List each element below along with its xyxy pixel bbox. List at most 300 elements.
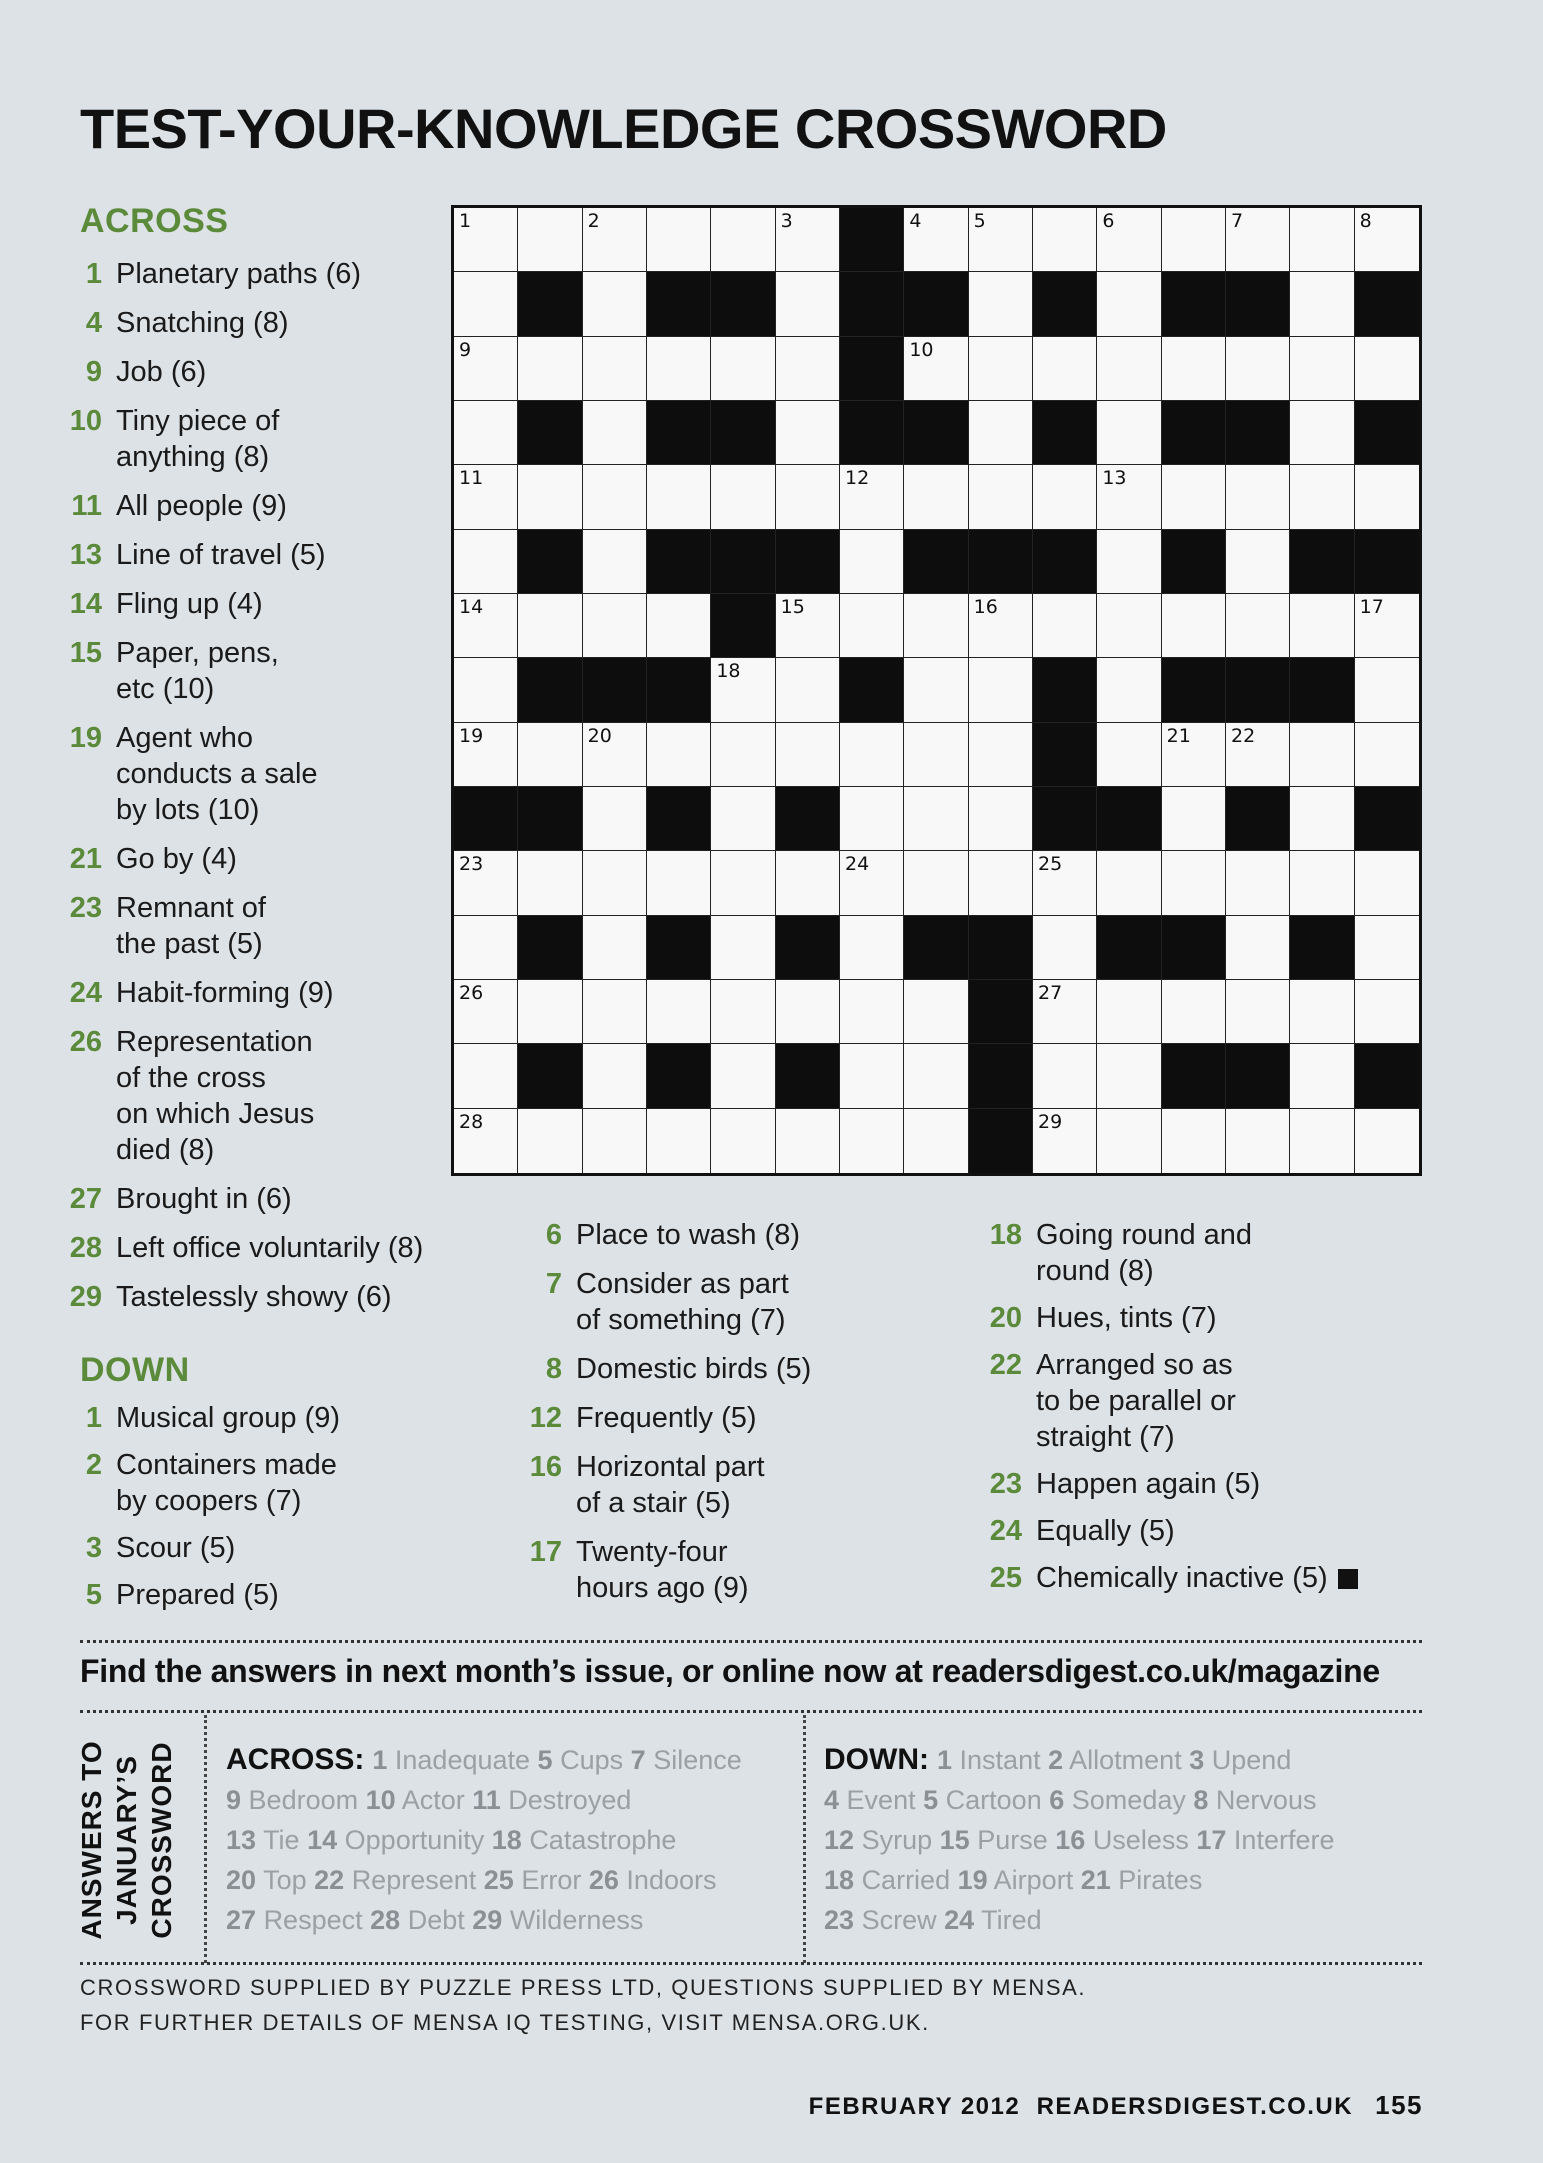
answer-number: 9	[226, 1785, 242, 1815]
grid-answer-cell[interactable]	[1290, 465, 1354, 529]
answer-number: 21	[1080, 1865, 1111, 1895]
grid-answer-cell[interactable]	[1097, 658, 1161, 722]
grid-answer-cell[interactable]	[1290, 1044, 1354, 1108]
clue-item	[58, 720, 498, 828]
grid-answer-cell[interactable]	[454, 658, 518, 722]
grid-answer-cell[interactable]	[840, 787, 904, 851]
answer-number: 13	[226, 1825, 257, 1855]
grid-answer-cell[interactable]	[840, 530, 904, 594]
down-clue-list-col2	[518, 1217, 938, 1619]
clue-text: Musical group (9)	[116, 1402, 341, 1434]
grid-answer-cell[interactable]	[840, 465, 904, 529]
grid-block-cell	[1355, 530, 1419, 594]
answer-word: Top	[263, 1865, 307, 1895]
grid-answer-cell[interactable]	[1033, 1109, 1097, 1173]
grid-block-cell	[1355, 1044, 1419, 1108]
clue-text: Habit-forming (9)	[116, 977, 334, 1009]
grid-answer-cell[interactable]	[518, 851, 582, 915]
grid-answer-cell[interactable]	[1162, 1109, 1226, 1173]
clue-number: 24	[989, 1515, 1022, 1547]
grid-answer-cell[interactable]	[776, 594, 840, 658]
grid-answer-cell[interactable]	[711, 465, 775, 529]
answer-line	[226, 1900, 742, 1940]
clue-number: 3	[85, 1532, 102, 1564]
grid-answer-cell[interactable]	[1162, 465, 1226, 529]
grid-answer-cell[interactable]	[711, 1109, 775, 1173]
grid-answer-cell[interactable]	[454, 980, 518, 1044]
grid-answer-cell[interactable]	[711, 787, 775, 851]
answer-word: Event	[846, 1785, 916, 1815]
grid-answer-cell[interactable]	[969, 787, 1033, 851]
grid-answer-cell[interactable]	[647, 723, 711, 787]
grid-answer-cell[interactable]	[1290, 337, 1354, 401]
answer-line	[226, 1780, 742, 1820]
clue-number: 1	[85, 258, 102, 290]
clue-text: Twenty-four hours ago (9)	[576, 1536, 749, 1604]
cell-number: 29	[1038, 1110, 1063, 1133]
grid-block-cell	[1097, 787, 1161, 851]
answers-divider-center	[803, 1715, 806, 1963]
grid-answer-cell[interactable]	[711, 337, 775, 401]
grid-answer-cell[interactable]	[454, 851, 518, 915]
grid-answer-cell[interactable]	[1290, 208, 1354, 272]
grid-answer-cell[interactable]	[583, 530, 647, 594]
grid-answer-cell[interactable]	[583, 1109, 647, 1173]
clue-item	[978, 1513, 1418, 1549]
grid-answer-cell[interactable]	[1033, 1044, 1097, 1108]
grid-answer-cell[interactable]	[1097, 272, 1161, 336]
grid-answer-cell[interactable]	[454, 1044, 518, 1108]
grid-answer-cell[interactable]	[1162, 337, 1226, 401]
grid-block-cell	[1355, 787, 1419, 851]
grid-answer-cell[interactable]	[454, 723, 518, 787]
clue-number: 26	[69, 1026, 102, 1058]
grid-answer-cell[interactable]	[969, 723, 1033, 787]
grid-answer-cell[interactable]	[904, 1044, 968, 1108]
grid-block-cell	[1033, 658, 1097, 722]
grid-answer-cell[interactable]	[583, 1044, 647, 1108]
grid-answer-cell[interactable]	[1355, 337, 1419, 401]
clue-text: Remnant of the past (5)	[116, 892, 266, 960]
grid-answer-cell[interactable]	[1355, 723, 1419, 787]
grid-answer-cell[interactable]	[647, 594, 711, 658]
clue-text: Line of travel (5)	[116, 539, 326, 571]
clue-text: Brought in (6)	[116, 1183, 292, 1215]
answer-number: 5	[923, 1785, 939, 1815]
answer-word: Destroyed	[508, 1785, 632, 1815]
grid-answer-cell[interactable]	[518, 594, 582, 658]
grid-answer-cell[interactable]	[1033, 594, 1097, 658]
grid-answer-cell[interactable]	[518, 1109, 582, 1173]
grid-answer-cell[interactable]	[1097, 723, 1161, 787]
grid-answer-cell[interactable]	[454, 916, 518, 980]
answer-word: Opportunity	[344, 1825, 485, 1855]
previous-answers-down	[824, 1740, 1334, 1940]
grid-answer-cell[interactable]	[711, 980, 775, 1044]
grid-answer-cell[interactable]	[647, 465, 711, 529]
grid-block-cell	[1290, 916, 1354, 980]
grid-answer-cell[interactable]	[776, 208, 840, 272]
grid-block-cell	[1162, 272, 1226, 336]
grid-answer-cell[interactable]	[1355, 851, 1419, 915]
grid-answer-cell[interactable]	[904, 1109, 968, 1173]
grid-answer-cell[interactable]	[969, 337, 1033, 401]
grid-answer-cell[interactable]	[647, 851, 711, 915]
grid-answer-cell[interactable]	[904, 337, 968, 401]
grid-answer-cell[interactable]	[1290, 851, 1354, 915]
clue-item	[58, 1447, 458, 1519]
grid-answer-cell[interactable]	[583, 980, 647, 1044]
grid-answer-cell[interactable]	[1226, 851, 1290, 915]
grid-block-cell	[969, 1044, 1033, 1108]
clue-number: 19	[69, 722, 102, 754]
grid-answer-cell[interactable]	[1162, 594, 1226, 658]
grid-answer-cell[interactable]	[1355, 594, 1419, 658]
grid-answer-cell[interactable]	[1097, 401, 1161, 465]
grid-answer-cell[interactable]	[1226, 594, 1290, 658]
grid-block-cell	[1162, 658, 1226, 722]
grid-block-cell	[840, 208, 904, 272]
grid-answer-cell[interactable]	[711, 658, 775, 722]
clue-number: 9	[85, 356, 102, 388]
answer-number: 8	[1193, 1785, 1209, 1815]
grid-answer-cell[interactable]	[518, 465, 582, 529]
cell-number: 20	[587, 724, 612, 747]
grid-answer-cell[interactable]	[840, 1044, 904, 1108]
grid-answer-cell[interactable]	[904, 465, 968, 529]
divider-bottom	[80, 1962, 1422, 1965]
grid-answer-cell[interactable]	[518, 723, 582, 787]
grid-answer-cell[interactable]	[1162, 851, 1226, 915]
grid-answer-cell[interactable]	[1097, 337, 1161, 401]
clue-number: 15	[69, 637, 102, 669]
cell-number: 18	[716, 660, 741, 683]
clue-number: 28	[69, 1232, 102, 1264]
grid-answer-cell[interactable]	[1226, 465, 1290, 529]
grid-answer-cell[interactable]	[1097, 1109, 1161, 1173]
grid-answer-cell[interactable]	[776, 658, 840, 722]
grid-answer-cell[interactable]	[776, 723, 840, 787]
grid-answer-cell[interactable]	[583, 401, 647, 465]
grid-answer-cell[interactable]	[969, 658, 1033, 722]
grid-answer-cell[interactable]	[1226, 723, 1290, 787]
grid-answer-cell[interactable]	[1355, 1109, 1419, 1173]
clue-item	[518, 1400, 938, 1436]
grid-answer-cell[interactable]	[1162, 787, 1226, 851]
clue-item	[978, 1560, 1418, 1596]
grid-answer-cell[interactable]	[1226, 1109, 1290, 1173]
grid-block-cell	[647, 1044, 711, 1108]
answer-number: 6	[1049, 1785, 1065, 1815]
grid-block-cell	[776, 1044, 840, 1108]
clue-item	[58, 403, 498, 475]
grid-answer-cell[interactable]	[454, 465, 518, 529]
grid-answer-cell[interactable]	[583, 594, 647, 658]
grid-block-cell	[969, 916, 1033, 980]
grid-answer-cell[interactable]	[1290, 787, 1354, 851]
across-clue-list	[58, 256, 498, 1328]
grid-answer-cell[interactable]	[583, 465, 647, 529]
cell-number: 11	[459, 467, 484, 490]
cell-number: 28	[459, 1110, 484, 1133]
grid-answer-cell[interactable]	[1162, 723, 1226, 787]
grid-answer-cell[interactable]	[1290, 980, 1354, 1044]
answer-number: 4	[824, 1785, 840, 1815]
grid-block-cell	[1033, 272, 1097, 336]
clue-number: 16	[529, 1451, 562, 1483]
clue-number: 5	[85, 1579, 102, 1611]
cell-number: 3	[780, 210, 793, 232]
clue-number: 4	[85, 307, 102, 339]
previous-answers-across	[226, 1740, 742, 1940]
cell-number: 10	[909, 338, 934, 361]
grid-answer-cell[interactable]	[1033, 916, 1097, 980]
answer-word: Airport	[993, 1865, 1074, 1895]
grid-answer-cell[interactable]	[840, 851, 904, 915]
grid-answer-cell[interactable]	[969, 594, 1033, 658]
grid-answer-cell[interactable]	[969, 208, 1033, 272]
cell-number: 2	[587, 210, 600, 232]
grid-answer-cell[interactable]	[904, 851, 968, 915]
grid-answer-cell[interactable]	[1355, 208, 1419, 272]
grid-answer-cell[interactable]	[1290, 1109, 1354, 1173]
grid-answer-cell[interactable]	[969, 465, 1033, 529]
grid-answer-cell[interactable]	[1097, 594, 1161, 658]
answer-word: Screw	[861, 1905, 937, 1935]
grid-block-cell	[904, 530, 968, 594]
answer-word: Carried	[861, 1865, 951, 1895]
down-clue-list-col3	[978, 1217, 1418, 1607]
clue-number: 10	[69, 405, 102, 437]
clue-number: 14	[69, 588, 102, 620]
clue-text: Scour (5)	[116, 1532, 236, 1564]
grid-answer-cell[interactable]	[1097, 851, 1161, 915]
grid-answer-cell[interactable]	[1033, 208, 1097, 272]
grid-block-cell	[904, 916, 968, 980]
grid-answer-cell[interactable]	[776, 851, 840, 915]
grid-answer-cell[interactable]	[1226, 337, 1290, 401]
grid-answer-cell[interactable]	[583, 723, 647, 787]
clue-item	[58, 1230, 498, 1266]
grid-answer-cell[interactable]	[776, 980, 840, 1044]
grid-answer-cell[interactable]	[1290, 594, 1354, 658]
answers-label-line3: CROSSWORD	[146, 1741, 177, 1939]
grid-answer-cell[interactable]	[518, 337, 582, 401]
clue-item	[978, 1347, 1418, 1455]
grid-answer-cell[interactable]	[776, 465, 840, 529]
answers-to-januarys-crossword-label	[74, 1740, 186, 1940]
grid-answer-cell[interactable]	[711, 916, 775, 980]
answers-label-line1: ANSWERS TO	[76, 1740, 107, 1940]
grid-answer-cell[interactable]	[1033, 980, 1097, 1044]
credits-line2: FOR FURTHER DETAILS OF MENSA IQ TESTING, VISIT MENSA.ORG.UK.	[80, 2010, 930, 2035]
grid-answer-cell[interactable]	[1097, 465, 1161, 529]
clue-number: 23	[989, 1468, 1022, 1500]
grid-answer-cell[interactable]	[840, 1109, 904, 1173]
grid-block-cell	[776, 787, 840, 851]
grid-answer-cell[interactable]	[969, 851, 1033, 915]
grid-answer-cell[interactable]	[904, 723, 968, 787]
grid-answer-cell[interactable]	[711, 723, 775, 787]
answer-number: 15	[939, 1825, 970, 1855]
grid-block-cell	[711, 272, 775, 336]
grid-answer-cell[interactable]	[904, 787, 968, 851]
grid-block-cell	[1162, 530, 1226, 594]
grid-answer-cell[interactable]	[1226, 980, 1290, 1044]
grid-block-cell	[969, 980, 1033, 1044]
answer-word: Error	[521, 1865, 582, 1895]
grid-answer-cell[interactable]	[454, 530, 518, 594]
grid-answer-cell[interactable]	[454, 594, 518, 658]
grid-answer-cell[interactable]	[904, 208, 968, 272]
answer-word: Represent	[351, 1865, 477, 1895]
grid-answer-cell[interactable]	[583, 272, 647, 336]
grid-answer-cell[interactable]	[1097, 530, 1161, 594]
grid-answer-cell[interactable]	[583, 916, 647, 980]
cell-number: 9	[459, 338, 472, 361]
answer-word: Useless	[1092, 1825, 1189, 1855]
answer-number: 20	[226, 1865, 257, 1895]
grid-answer-cell[interactable]	[711, 851, 775, 915]
answer-word: Cups	[560, 1745, 624, 1775]
grid-answer-cell[interactable]	[904, 658, 968, 722]
grid-answer-cell[interactable]	[1355, 465, 1419, 529]
grid-answer-cell[interactable]	[454, 1109, 518, 1173]
grid-block-cell	[518, 272, 582, 336]
answers-label-line2: JANUARY’S	[111, 1755, 142, 1925]
grid-answer-cell[interactable]	[1162, 980, 1226, 1044]
grid-block-cell	[518, 530, 582, 594]
grid-answer-cell[interactable]	[969, 272, 1033, 336]
grid-answer-cell[interactable]	[904, 980, 968, 1044]
grid-block-cell	[454, 787, 518, 851]
grid-answer-cell[interactable]	[969, 401, 1033, 465]
grid-answer-cell[interactable]	[776, 401, 840, 465]
clue-number: 22	[989, 1349, 1022, 1381]
grid-answer-cell[interactable]	[1355, 980, 1419, 1044]
grid-block-cell	[647, 787, 711, 851]
clue-text: Left office voluntarily (8)	[116, 1232, 424, 1264]
cell-number: 6	[1102, 210, 1115, 232]
answer-number: 2	[1048, 1745, 1064, 1775]
clue-number: 12	[529, 1402, 562, 1434]
grid-block-cell	[840, 658, 904, 722]
grid-answer-cell[interactable]	[647, 337, 711, 401]
answer-number: 12	[824, 1825, 855, 1855]
cell-number: 16	[973, 596, 998, 618]
grid-answer-cell[interactable]	[711, 208, 775, 272]
grid-answer-cell[interactable]	[1290, 401, 1354, 465]
grid-answer-cell[interactable]	[1226, 530, 1290, 594]
clue-item	[58, 1577, 458, 1613]
cell-number: 5	[973, 210, 986, 232]
cell-number: 1	[459, 210, 472, 232]
grid-block-cell	[776, 530, 840, 594]
answer-word: Debt	[407, 1905, 465, 1935]
answer-word: Inadequate	[394, 1745, 531, 1775]
grid-answer-cell[interactable]	[776, 1109, 840, 1173]
clue-text: Happen again (5)	[1036, 1468, 1261, 1500]
grid-answer-cell[interactable]	[904, 594, 968, 658]
grid-answer-cell[interactable]	[1097, 1044, 1161, 1108]
answer-word: Syrup	[861, 1825, 933, 1855]
grid-answer-cell[interactable]	[454, 337, 518, 401]
grid-answer-cell[interactable]	[583, 787, 647, 851]
grid-answer-cell[interactable]	[1226, 916, 1290, 980]
grid-answer-cell[interactable]	[583, 337, 647, 401]
grid-answer-cell[interactable]	[1355, 916, 1419, 980]
clue-text: Going round and round (8)	[1036, 1219, 1253, 1287]
clue-item	[978, 1466, 1418, 1502]
clue-text: Hues, tints (7)	[1036, 1302, 1217, 1334]
clue-text: Snatching (8)	[116, 307, 289, 339]
page-number: 155	[1375, 2090, 1423, 2120]
answer-word: Instant	[959, 1745, 1041, 1775]
grid-answer-cell[interactable]	[647, 980, 711, 1044]
grid-block-cell	[1355, 401, 1419, 465]
answer-word: Silence	[653, 1745, 742, 1775]
clue-item	[58, 305, 498, 341]
grid-answer-cell[interactable]	[840, 723, 904, 787]
grid-answer-cell[interactable]	[583, 851, 647, 915]
grid-answer-cell[interactable]	[518, 980, 582, 1044]
grid-answer-cell[interactable]	[840, 916, 904, 980]
clue-text: Paper, pens, etc (10)	[116, 637, 279, 705]
answer-number: 1	[936, 1745, 953, 1775]
answer-number: 23	[824, 1905, 855, 1935]
grid-block-cell	[1033, 401, 1097, 465]
grid-block-cell	[647, 658, 711, 722]
grid-answer-cell[interactable]	[1097, 208, 1161, 272]
grid-answer-cell[interactable]	[1290, 272, 1354, 336]
grid-answer-cell[interactable]	[1290, 723, 1354, 787]
grid-answer-cell[interactable]	[518, 208, 582, 272]
grid-answer-cell[interactable]	[454, 208, 518, 272]
grid-answer-cell[interactable]	[776, 337, 840, 401]
cell-number: 14	[459, 596, 484, 618]
grid-answer-cell[interactable]	[647, 208, 711, 272]
credits-line1: CROSSWORD SUPPLIED BY PUZZLE PRESS LTD, QUESTIONS SUPPLIED BY MENSA.	[80, 1975, 1087, 2000]
grid-block-cell	[1162, 916, 1226, 980]
cell-number: 17	[1359, 596, 1384, 618]
grid-answer-cell[interactable]	[1033, 337, 1097, 401]
clue-item	[58, 488, 498, 524]
grid-block-cell	[904, 401, 968, 465]
grid-answer-cell[interactable]	[454, 401, 518, 465]
grid-block-cell	[1290, 658, 1354, 722]
grid-answer-cell[interactable]	[583, 208, 647, 272]
grid-answer-cell[interactable]	[1097, 980, 1161, 1044]
grid-answer-cell[interactable]	[454, 272, 518, 336]
clue-text: All people (9)	[116, 490, 287, 522]
grid-answer-cell[interactable]	[1162, 208, 1226, 272]
clue-item	[518, 1217, 938, 1253]
grid-answer-cell[interactable]	[1033, 851, 1097, 915]
grid-block-cell	[1162, 401, 1226, 465]
grid-answer-cell[interactable]	[647, 1109, 711, 1173]
grid-answer-cell[interactable]	[1033, 465, 1097, 529]
grid-answer-cell[interactable]	[840, 980, 904, 1044]
grid-answer-cell[interactable]	[776, 272, 840, 336]
grid-answer-cell[interactable]	[711, 1044, 775, 1108]
grid-answer-cell[interactable]	[1226, 208, 1290, 272]
clue-item	[58, 975, 498, 1011]
clue-item	[58, 1024, 498, 1168]
grid-answer-cell[interactable]	[840, 594, 904, 658]
grid-answer-cell[interactable]	[1355, 658, 1419, 722]
clue-item	[58, 1279, 498, 1315]
grid-block-cell	[776, 916, 840, 980]
